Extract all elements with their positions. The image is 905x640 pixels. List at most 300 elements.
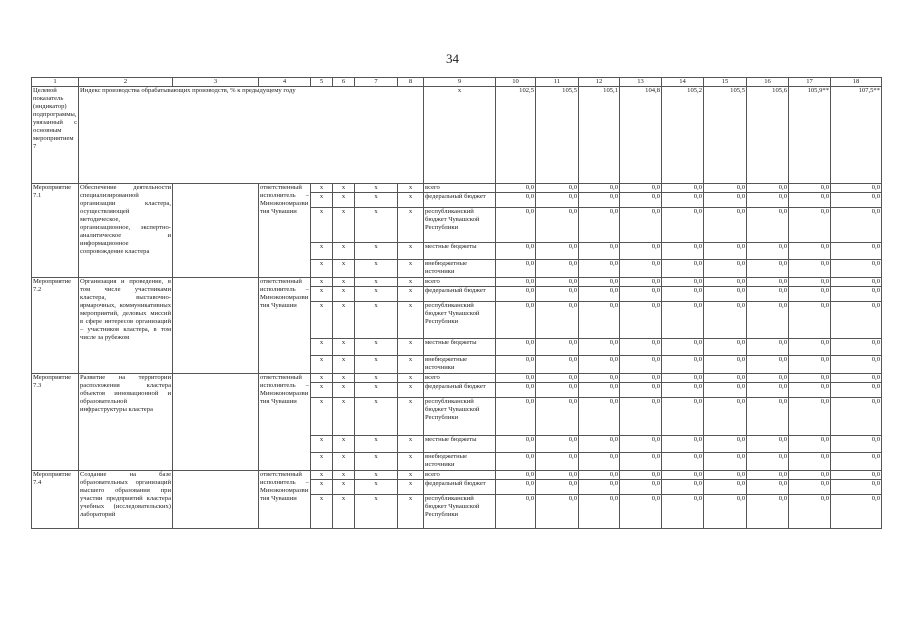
funding-value: 0,0 [704, 453, 747, 471]
funding-value: 0,0 [662, 374, 704, 383]
funding-value: 0,0 [579, 278, 620, 287]
funding-value: 0,0 [662, 453, 704, 471]
code-cell: х [333, 302, 355, 339]
column-header: 6 [333, 78, 355, 87]
code-cell: х [398, 339, 424, 356]
column-header: 15 [704, 78, 747, 87]
funding-value: 0,0 [579, 356, 620, 374]
funding-value: 0,0 [620, 398, 662, 436]
target-indicator-text: Индекс производства обрабатывающих производств, % к предыдущему году [79, 87, 424, 184]
funding-value: 0,0 [536, 278, 579, 287]
funding-value: 0,0 [831, 339, 882, 356]
code-cell: х [311, 193, 333, 208]
funding-value: 0,0 [789, 339, 831, 356]
code-cell: х [355, 356, 398, 374]
funding-value: 0,0 [747, 193, 789, 208]
funding-value: 0,0 [620, 480, 662, 495]
column-header: 16 [747, 78, 789, 87]
funding-value: 0,0 [536, 471, 579, 480]
funding-value: 0,0 [789, 495, 831, 529]
funding-value: 0,0 [789, 193, 831, 208]
funding-value: 0,0 [536, 339, 579, 356]
measure-description: Организация и проведение, в том числе участниками кластера, выставочно-ярмарочных, коммуникативных мероприятий, деловых миссий в сфере интересов организаций – участников кластера, в том числе за рубежом [79, 278, 173, 374]
funding-value: 0,0 [704, 278, 747, 287]
funding-value: 0,0 [831, 471, 882, 480]
code-cell: х [311, 260, 333, 278]
target-value: 107,5** [831, 87, 882, 184]
funding-value: 0,0 [496, 184, 536, 193]
code-cell: х [311, 453, 333, 471]
funding-value: 0,0 [662, 356, 704, 374]
funding-value: 0,0 [620, 436, 662, 453]
funding-value: 0,0 [579, 383, 620, 398]
funding-value: 0,0 [620, 383, 662, 398]
funding-value: 0,0 [789, 302, 831, 339]
funding-value: 0,0 [747, 471, 789, 480]
code-cell: х [355, 184, 398, 193]
code-cell: х [398, 453, 424, 471]
funding-value: 0,0 [831, 436, 882, 453]
code-cell: х [355, 374, 398, 383]
funding-value: 0,0 [662, 278, 704, 287]
code-cell: х [333, 436, 355, 453]
funding-value: 0,0 [620, 471, 662, 480]
funding-source: местные бюджеты [424, 339, 496, 356]
measure-row [32, 471, 882, 480]
funding-value: 0,0 [747, 398, 789, 436]
code-cell: х [333, 356, 355, 374]
measure-executor: ответственный исполнитель – Минэкономразвития Чувашии [259, 278, 311, 374]
funding-value: 0,0 [496, 339, 536, 356]
funding-value: 0,0 [620, 243, 662, 260]
funding-value: 0,0 [831, 453, 882, 471]
funding-source: местные бюджеты [424, 243, 496, 260]
funding-value: 0,0 [496, 480, 536, 495]
funding-value: 0,0 [704, 436, 747, 453]
funding-source: федеральный бюджет [424, 193, 496, 208]
funding-value: 0,0 [496, 374, 536, 383]
funding-value: 0,0 [496, 278, 536, 287]
funding-value: 0,0 [831, 260, 882, 278]
funding-value: 0,0 [704, 374, 747, 383]
funding-value: 0,0 [496, 208, 536, 243]
code-cell: х [311, 374, 333, 383]
funding-value: 0,0 [579, 184, 620, 193]
funding-value: 0,0 [789, 208, 831, 243]
funding-value: 0,0 [579, 398, 620, 436]
funding-value: 0,0 [831, 495, 882, 529]
measure-description: Обеспечение деятельности специализированной организации кластера, осуществляющей методическое, организационное, экспертно-аналитическое и информационное сопровождение кластера [79, 184, 173, 278]
funding-source: всего [424, 184, 496, 193]
code-cell: х [311, 398, 333, 436]
table-body [32, 78, 882, 529]
funding-value: 0,0 [496, 453, 536, 471]
column-header: 13 [620, 78, 662, 87]
funding-value: 0,0 [747, 383, 789, 398]
funding-value: 0,0 [579, 495, 620, 529]
funding-value: 0,0 [662, 471, 704, 480]
measure-label: Мероприятие 7.2 [32, 278, 79, 374]
funding-value: 0,0 [536, 453, 579, 471]
funding-value: 0,0 [747, 243, 789, 260]
column-header: 11 [536, 78, 579, 87]
funding-value: 0,0 [496, 356, 536, 374]
measure-description: Создание на базе образовательных организаций высшего образования при участии предприятий кластера учебных (исследовательских) лабораторий [79, 471, 173, 529]
funding-value: 0,0 [789, 184, 831, 193]
funding-value: 0,0 [704, 243, 747, 260]
target-indicator-col9: х [424, 87, 496, 184]
column-header: 7 [355, 78, 398, 87]
measure-row [32, 374, 882, 383]
funding-value: 0,0 [536, 374, 579, 383]
funding-value: 0,0 [789, 383, 831, 398]
code-cell: х [311, 436, 333, 453]
funding-value: 0,0 [536, 383, 579, 398]
funding-value: 0,0 [662, 383, 704, 398]
funding-value: 0,0 [662, 208, 704, 243]
funding-value: 0,0 [579, 193, 620, 208]
code-cell: х [333, 339, 355, 356]
page-number: 34 [446, 51, 459, 66]
code-cell: х [333, 278, 355, 287]
code-cell: х [355, 243, 398, 260]
funding-value: 0,0 [579, 436, 620, 453]
code-cell: х [333, 260, 355, 278]
funding-value: 0,0 [704, 287, 747, 302]
code-cell: х [398, 398, 424, 436]
code-cell: х [398, 383, 424, 398]
funding-value: 0,0 [662, 339, 704, 356]
code-cell: х [398, 480, 424, 495]
funding-value: 0,0 [789, 436, 831, 453]
funding-value: 0,0 [536, 260, 579, 278]
code-cell: х [311, 356, 333, 374]
code-cell: х [311, 339, 333, 356]
funding-source: федеральный бюджет [424, 287, 496, 302]
code-cell: х [311, 243, 333, 260]
code-cell: х [398, 302, 424, 339]
column-header: 9 [424, 78, 496, 87]
funding-value: 0,0 [496, 243, 536, 260]
code-cell: х [398, 374, 424, 383]
funding-value: 0,0 [704, 383, 747, 398]
funding-value: 0,0 [789, 398, 831, 436]
funding-value: 0,0 [620, 184, 662, 193]
program-table [31, 77, 882, 529]
code-cell: х [398, 287, 424, 302]
funding-value: 0,0 [620, 356, 662, 374]
code-cell: х [398, 243, 424, 260]
column-header: 4 [259, 78, 311, 87]
code-cell: х [311, 471, 333, 480]
code-cell: х [311, 184, 333, 193]
funding-value: 0,0 [579, 480, 620, 495]
code-cell: х [355, 383, 398, 398]
code-cell: х [398, 471, 424, 480]
funding-value: 0,0 [620, 208, 662, 243]
funding-value: 0,0 [662, 260, 704, 278]
funding-value: 0,0 [536, 243, 579, 260]
code-cell: х [398, 193, 424, 208]
measure-empty-cell [173, 471, 259, 529]
code-cell: х [333, 243, 355, 260]
funding-value: 0,0 [620, 193, 662, 208]
code-cell: х [333, 184, 355, 193]
code-cell: х [398, 184, 424, 193]
code-cell: х [355, 436, 398, 453]
funding-value: 0,0 [496, 193, 536, 208]
code-cell: х [311, 480, 333, 495]
funding-value: 0,0 [536, 436, 579, 453]
code-cell: х [333, 287, 355, 302]
funding-value: 0,0 [789, 374, 831, 383]
code-cell: х [333, 374, 355, 383]
measure-empty-cell [173, 278, 259, 374]
code-cell: х [311, 278, 333, 287]
measure-label: Мероприятие 7.1 [32, 184, 79, 278]
funding-value: 0,0 [704, 356, 747, 374]
funding-value: 0,0 [536, 356, 579, 374]
target-value: 105,1 [579, 87, 620, 184]
funding-value: 0,0 [620, 374, 662, 383]
funding-value: 0,0 [536, 480, 579, 495]
code-cell: х [398, 278, 424, 287]
column-header: 17 [789, 78, 831, 87]
funding-value: 0,0 [831, 480, 882, 495]
funding-value: 0,0 [579, 302, 620, 339]
funding-value: 0,0 [496, 436, 536, 453]
funding-value: 0,0 [831, 356, 882, 374]
column-header: 14 [662, 78, 704, 87]
funding-value: 0,0 [704, 495, 747, 529]
target-value: 105,5 [704, 87, 747, 184]
funding-value: 0,0 [536, 302, 579, 339]
funding-value: 0,0 [579, 339, 620, 356]
target-value: 105,6 [747, 87, 789, 184]
funding-value: 0,0 [536, 193, 579, 208]
funding-source: местные бюджеты [424, 436, 496, 453]
funding-value: 0,0 [496, 398, 536, 436]
funding-value: 0,0 [662, 302, 704, 339]
code-cell: х [311, 302, 333, 339]
funding-value: 0,0 [789, 356, 831, 374]
target-value: 104,8 [620, 87, 662, 184]
column-header: 1 [32, 78, 79, 87]
funding-value: 0,0 [789, 480, 831, 495]
funding-value: 0,0 [662, 287, 704, 302]
code-cell: х [355, 208, 398, 243]
funding-value: 0,0 [789, 243, 831, 260]
column-header: 18 [831, 78, 882, 87]
funding-value: 0,0 [704, 302, 747, 339]
funding-value: 0,0 [789, 287, 831, 302]
column-header: 3 [173, 78, 259, 87]
funding-value: 0,0 [662, 436, 704, 453]
funding-value: 0,0 [747, 356, 789, 374]
code-cell: х [355, 260, 398, 278]
funding-value: 0,0 [662, 480, 704, 495]
funding-value: 0,0 [579, 453, 620, 471]
funding-value: 0,0 [747, 184, 789, 193]
funding-source: внебюджетные источники [424, 356, 496, 374]
code-cell: х [355, 278, 398, 287]
funding-source: всего [424, 374, 496, 383]
funding-value: 0,0 [747, 453, 789, 471]
funding-value: 0,0 [620, 495, 662, 529]
funding-value: 0,0 [704, 339, 747, 356]
funding-value: 0,0 [662, 184, 704, 193]
funding-source: всего [424, 471, 496, 480]
code-cell: х [398, 356, 424, 374]
funding-value: 0,0 [620, 453, 662, 471]
measure-row [32, 184, 882, 193]
code-cell: х [333, 480, 355, 495]
measure-description: Развитие на территории расположения кластера объектов инновационной и образовательной инфраструктуры кластера [79, 374, 173, 471]
measure-executor: ответственный исполнитель – Минэкономразвития Чувашии [259, 471, 311, 529]
funding-value: 0,0 [536, 398, 579, 436]
funding-value: 0,0 [536, 208, 579, 243]
funding-value: 0,0 [620, 278, 662, 287]
funding-value: 0,0 [579, 471, 620, 480]
code-cell: х [333, 495, 355, 529]
funding-value: 0,0 [747, 374, 789, 383]
code-cell: х [355, 453, 398, 471]
funding-value: 0,0 [747, 208, 789, 243]
funding-value: 0,0 [747, 278, 789, 287]
code-cell: х [311, 287, 333, 302]
funding-value: 0,0 [831, 243, 882, 260]
code-cell: х [355, 480, 398, 495]
column-header: 2 [79, 78, 173, 87]
funding-value: 0,0 [579, 287, 620, 302]
code-cell: х [398, 260, 424, 278]
funding-source: республиканский бюджет Чувашской Республики [424, 302, 496, 339]
column-header: 10 [496, 78, 536, 87]
funding-value: 0,0 [704, 193, 747, 208]
measure-executor: ответственный исполнитель – Минэкономразвития Чувашии [259, 184, 311, 278]
funding-value: 0,0 [747, 495, 789, 529]
funding-value: 0,0 [496, 383, 536, 398]
code-cell: х [355, 287, 398, 302]
measure-label: Мероприятие 7.3 [32, 374, 79, 471]
funding-value: 0,0 [704, 480, 747, 495]
funding-value: 0,0 [662, 398, 704, 436]
code-cell: х [311, 495, 333, 529]
funding-value: 0,0 [536, 287, 579, 302]
funding-value: 0,0 [536, 184, 579, 193]
code-cell: х [333, 471, 355, 480]
funding-value: 0,0 [579, 260, 620, 278]
funding-value: 0,0 [747, 339, 789, 356]
column-header: 8 [398, 78, 424, 87]
funding-value: 0,0 [747, 436, 789, 453]
funding-value: 0,0 [789, 471, 831, 480]
funding-source: республиканский бюджет Чувашской Республики [424, 208, 496, 243]
funding-value: 0,0 [831, 184, 882, 193]
funding-source: внебюджетные источники [424, 453, 496, 471]
code-cell: х [311, 383, 333, 398]
code-cell: х [398, 436, 424, 453]
measure-empty-cell [173, 374, 259, 471]
funding-value: 0,0 [831, 287, 882, 302]
funding-value: 0,0 [620, 260, 662, 278]
code-cell: х [333, 453, 355, 471]
funding-value: 0,0 [704, 260, 747, 278]
funding-value: 0,0 [704, 184, 747, 193]
code-cell: х [355, 339, 398, 356]
column-header: 12 [579, 78, 620, 87]
funding-value: 0,0 [789, 278, 831, 287]
column-header: 5 [311, 78, 333, 87]
funding-value: 0,0 [831, 193, 882, 208]
measure-row [32, 278, 882, 287]
funding-source: федеральный бюджет [424, 383, 496, 398]
funding-value: 0,0 [536, 495, 579, 529]
funding-value: 0,0 [831, 383, 882, 398]
funding-value: 0,0 [579, 243, 620, 260]
code-cell: х [355, 471, 398, 480]
funding-value: 0,0 [747, 480, 789, 495]
funding-value: 0,0 [789, 260, 831, 278]
code-cell: х [311, 208, 333, 243]
funding-value: 0,0 [831, 398, 882, 436]
code-cell: х [355, 193, 398, 208]
code-cell: х [398, 495, 424, 529]
target-indicator-label: Целевой показатель (индикатор) подпрограммы, увязанный с основным мероприятием 7 [32, 87, 79, 184]
code-cell: х [355, 398, 398, 436]
code-cell: х [333, 193, 355, 208]
target-value: 102,5 [496, 87, 536, 184]
funding-value: 0,0 [620, 339, 662, 356]
funding-value: 0,0 [620, 302, 662, 339]
funding-value: 0,0 [496, 260, 536, 278]
code-cell: х [333, 208, 355, 243]
funding-value: 0,0 [747, 260, 789, 278]
funding-value: 0,0 [831, 278, 882, 287]
funding-source: внебюджетные источники [424, 260, 496, 278]
target-value: 105,9** [789, 87, 831, 184]
target-indicator-row [32, 87, 882, 184]
code-cell: х [333, 383, 355, 398]
funding-value: 0,0 [496, 495, 536, 529]
funding-value: 0,0 [496, 302, 536, 339]
header-row [32, 78, 882, 87]
funding-value: 0,0 [831, 374, 882, 383]
code-cell: х [333, 398, 355, 436]
funding-value: 0,0 [747, 287, 789, 302]
funding-value: 0,0 [662, 495, 704, 529]
code-cell: х [355, 302, 398, 339]
code-cell: х [398, 208, 424, 243]
funding-value: 0,0 [704, 398, 747, 436]
funding-value: 0,0 [620, 287, 662, 302]
funding-value: 0,0 [662, 243, 704, 260]
funding-value: 0,0 [579, 374, 620, 383]
funding-value: 0,0 [704, 471, 747, 480]
funding-value: 0,0 [579, 208, 620, 243]
measure-executor: ответственный исполнитель – Минэкономразвития Чувашии [259, 374, 311, 471]
funding-value: 0,0 [662, 193, 704, 208]
measure-label: Мероприятие 7.4 [32, 471, 79, 529]
code-cell: х [355, 495, 398, 529]
funding-value: 0,0 [496, 471, 536, 480]
funding-source: республиканский бюджет Чувашской Республики [424, 495, 496, 529]
funding-value: 0,0 [704, 208, 747, 243]
funding-source: всего [424, 278, 496, 287]
funding-source: федеральный бюджет [424, 480, 496, 495]
funding-value: 0,0 [831, 208, 882, 243]
funding-value: 0,0 [496, 287, 536, 302]
